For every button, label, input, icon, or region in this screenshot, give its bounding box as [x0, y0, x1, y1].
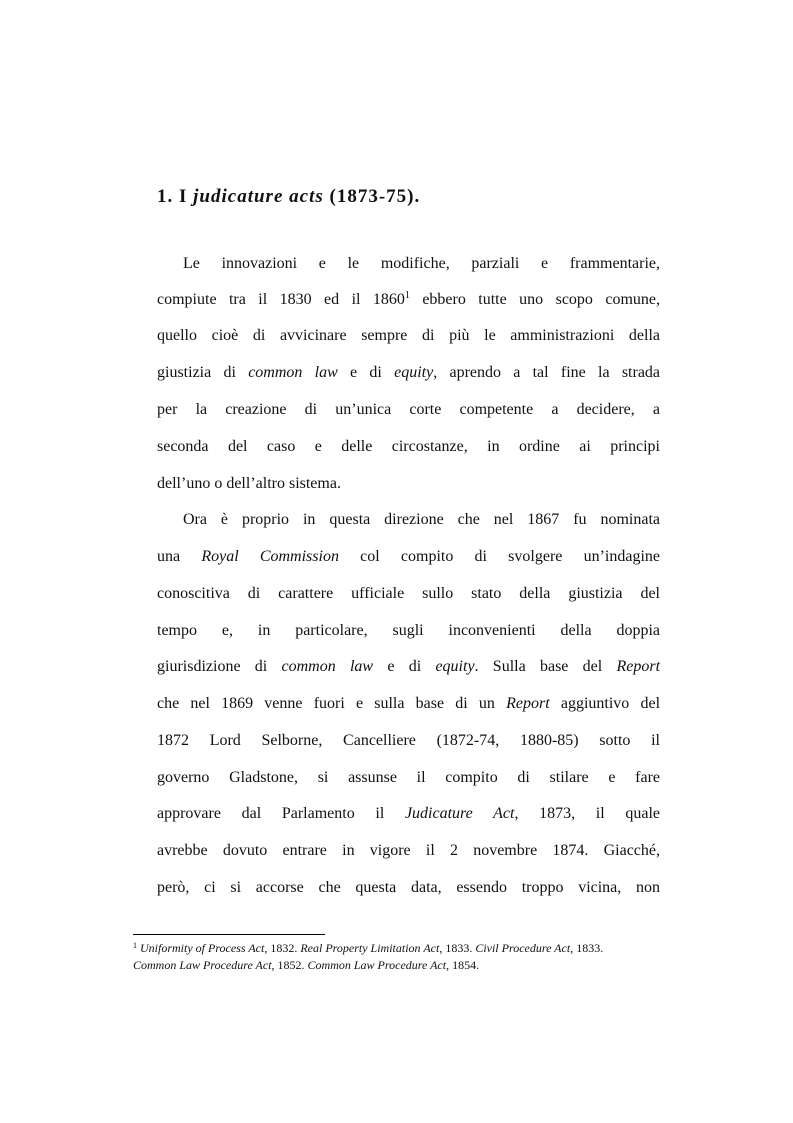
italic-text: Judicature Act — [404, 805, 515, 822]
text-segment: però, ci si accorse che questa data, essendo troppo vicina, non — [157, 879, 660, 896]
italic-text: Common Law Procedure Act — [307, 958, 447, 972]
paragraph-line — [157, 802, 660, 826]
paragraph-line — [157, 324, 660, 348]
text-segment: , 1833. — [439, 941, 476, 955]
paragraph-line — [157, 839, 660, 863]
paragraph-line — [157, 435, 660, 459]
text-segment: , 1854. — [446, 958, 480, 972]
text-segment: dell’uno o dell’altro sistema. — [157, 475, 341, 492]
text-segment: per la creazione di un’unica corte competente a decidere, a — [157, 401, 660, 418]
paragraph-line — [157, 692, 660, 716]
text-segment: tempo e, in particolare, sugli inconvenienti della doppia — [157, 622, 660, 639]
text-segment: che nel 1869 venne fuori e sulla base di un — [157, 695, 507, 712]
italic-text: Real Property Limitation Act — [300, 941, 440, 955]
text-segment: governo Gladstone, si assunse il compito di stilare e fare — [157, 769, 660, 786]
text-segment: e di — [337, 364, 395, 381]
text-segment: approvare dal Parlamento il — [157, 805, 405, 822]
text-segment: giurisdizione di — [157, 658, 282, 675]
paragraph-line — [157, 655, 660, 679]
text-segment: , 1873, il quale — [514, 805, 661, 822]
text-segment: seconda del caso e delle circostanze, in ordine ai principi — [157, 438, 660, 455]
italic-text: Civil Procedure Act — [475, 941, 571, 955]
text-segment: aggiuntivo del — [549, 695, 661, 712]
italic-text: common law — [281, 658, 374, 675]
text-segment: . Sulla base del — [474, 658, 617, 675]
paragraph-line — [157, 398, 660, 422]
text-segment: , 1833. — [570, 941, 604, 955]
italic-text: equity — [394, 364, 434, 381]
italic-text: Report — [616, 658, 661, 675]
italic-text: Common Law Procedure Act — [133, 958, 272, 972]
paragraph-line — [157, 619, 660, 643]
heading-italic-title: judicature acts — [193, 186, 324, 207]
text-segment: , 1852. — [271, 958, 308, 972]
italic-text: Royal Commission — [201, 548, 339, 565]
text-segment: quello cioè di avvicinare sempre di più le amministrazioni della — [157, 327, 660, 344]
section-heading — [157, 186, 677, 208]
text-segment: , 1832. — [264, 941, 301, 955]
italic-text: equity — [435, 658, 475, 675]
text-segment: ebbero tutte uno scopo comune, — [409, 291, 660, 308]
footnote-line — [133, 957, 673, 973]
text-segment: Le innovazioni e le modifiche, parziali e frammentarie, — [183, 255, 660, 272]
italic-text: common law — [248, 364, 338, 381]
footnote-marker: 1 — [133, 941, 137, 950]
paragraph-line — [157, 729, 660, 753]
heading-years: (1873-75). — [323, 186, 421, 207]
text-segment: conoscitiva di carattere ufficiale sullo stato della giustizia del — [157, 585, 660, 602]
text-segment: compiute tra il 1830 ed il 1860 — [157, 291, 405, 308]
paragraph-line — [157, 766, 660, 790]
text-segment: Ora è proprio in questa direzione che nel 1867 fu nominata — [183, 511, 660, 528]
paragraph-line — [157, 288, 660, 312]
text-segment: , aprendo a tal fine la strada — [433, 364, 661, 381]
italic-text: Uniformity of Process Act — [140, 941, 265, 955]
paragraph-line — [157, 582, 660, 606]
text-segment: col compito di svolgere un’indagine — [338, 548, 661, 565]
paragraph-line — [183, 508, 660, 532]
paragraph-line — [157, 472, 660, 496]
footnote-marker: 1 — [404, 290, 410, 301]
text-segment: una — [157, 548, 202, 565]
paragraph-line — [157, 545, 660, 569]
footnote-line — [133, 940, 673, 956]
paragraph-line — [157, 876, 660, 900]
text-segment: e di — [373, 658, 436, 675]
italic-text: Report — [506, 695, 550, 712]
text-segment: 1872 Lord Selborne, Cancelliere (1872-74, 1880-85) sotto il — [157, 732, 660, 749]
paragraph-line — [183, 252, 660, 276]
text-segment: avrebbe dovuto entrare in vigore il 2 novembre 1874. Giacché, — [157, 842, 660, 859]
heading-number: 1. I — [157, 186, 194, 207]
paragraph-line — [157, 361, 660, 385]
text-segment: giustizia di — [157, 364, 249, 381]
footnote-separator — [133, 934, 325, 935]
